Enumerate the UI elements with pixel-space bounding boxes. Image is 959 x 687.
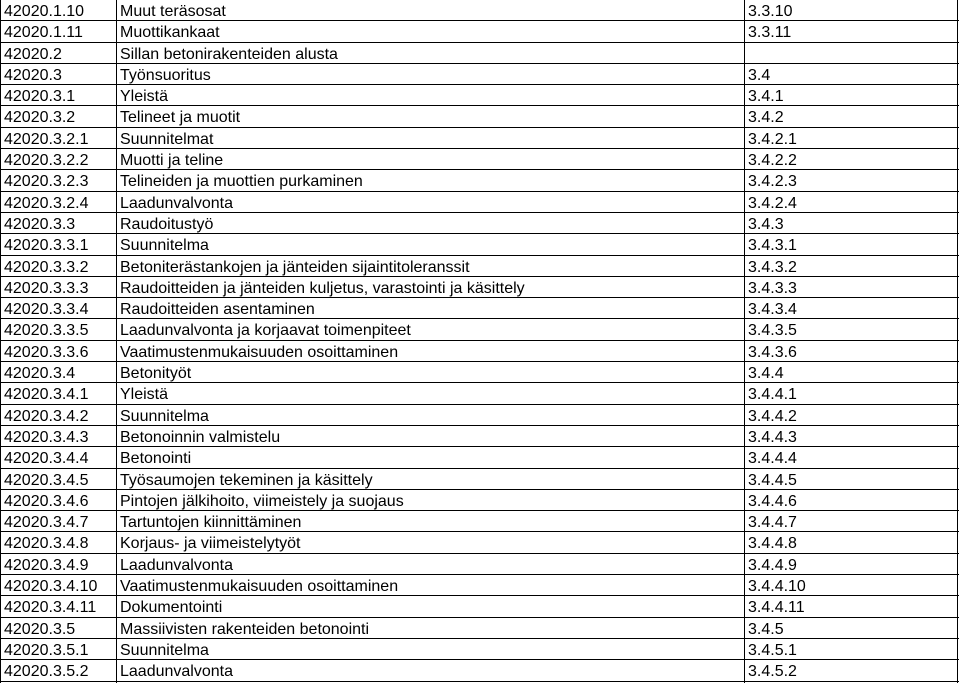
section-code: 42020.3.2 [4, 109, 76, 127]
section-reference: 3.4.4 [748, 365, 784, 383]
table-row [0, 0, 959, 21]
table-row [0, 639, 959, 660]
section-code: 42020.3.4.8 [4, 535, 89, 553]
section-title: Betonityöt [120, 365, 192, 383]
table-row [0, 554, 959, 575]
section-title: Betonoinnin valmistelu [120, 428, 281, 446]
section-code: 42020.3.3.2 [4, 258, 89, 276]
section-title: Yleistä [120, 88, 169, 106]
section-title: Laadunvalvonta [120, 556, 233, 574]
section-reference: 3.4.2.1 [748, 130, 797, 148]
section-reference: 3.4.2.4 [748, 194, 797, 212]
section-code: 42020.3.4.6 [4, 492, 89, 510]
section-title: Muotti ja teline [120, 152, 224, 170]
table-row [0, 469, 959, 490]
section-title: Raudoitteiden asentaminen [120, 301, 315, 319]
section-code: 42020.3.4.2 [4, 407, 89, 425]
section-code: 42020.3.4.4 [4, 450, 89, 468]
section-code: 42020.3.5 [4, 620, 76, 638]
table-row [0, 256, 959, 277]
section-reference: 3.4.4.6 [748, 492, 797, 510]
section-title: Suunnitelma [120, 641, 209, 659]
section-title: Pintojen jälkihoito, viimeistely ja suojaus [120, 492, 404, 510]
table-row [0, 43, 959, 64]
table-row [0, 596, 959, 617]
section-title: Betoniterästankojen ja jänteiden sijaintitoleranssit [120, 258, 470, 276]
section-code: 42020.3.3.1 [4, 237, 89, 255]
section-code: 42020.3.3.4 [4, 301, 89, 319]
table-row [0, 447, 959, 468]
table-row [0, 532, 959, 553]
section-reference: 3.4.4.8 [748, 535, 797, 553]
section-reference: 3.4.5.2 [748, 663, 797, 681]
table-row [0, 128, 959, 149]
section-reference: 3.4.3.6 [748, 343, 797, 361]
section-code: 42020.3 [4, 66, 62, 84]
section-code: 42020.3.4.3 [4, 428, 89, 446]
table-row [0, 192, 959, 213]
section-reference: 3.4.3 [748, 215, 784, 233]
section-title: Laadunvalvonta [120, 194, 233, 212]
section-title: Työsaumojen tekeminen ja käsittely [120, 471, 373, 489]
table-row [0, 362, 959, 383]
table-row [0, 511, 959, 532]
table-row [0, 319, 959, 340]
section-title: Sillan betonirakenteiden alusta [120, 45, 338, 63]
table-row [0, 277, 959, 298]
section-reference: 3.4.3.1 [748, 237, 797, 255]
section-title: Raudoitteiden ja jänteiden kuljetus, varastointi ja käsittely [120, 279, 525, 297]
table-row [0, 21, 959, 42]
table-row [0, 575, 959, 596]
section-reference: 3.4.4.2 [748, 407, 797, 425]
section-title: Suunnitelma [120, 237, 209, 255]
section-title: Laadunvalvonta [120, 663, 233, 681]
section-reference: 3.4.4.9 [748, 556, 797, 574]
table-row [0, 660, 959, 681]
section-reference: 3.4.2.2 [748, 152, 797, 170]
section-reference: 3.4.4.4 [748, 450, 797, 468]
section-code: 42020.3.1 [4, 88, 76, 106]
section-reference: 3.4 [748, 66, 771, 84]
table-row [0, 64, 959, 85]
section-title: Betonointi [120, 450, 192, 468]
table-row [0, 234, 959, 255]
section-title: Telineet ja muotit [120, 109, 241, 127]
table-row [0, 341, 959, 362]
section-reference: 3.4.5 [748, 620, 784, 638]
section-reference: 3.4.4.10 [748, 578, 806, 596]
table-row [0, 405, 959, 426]
section-code: 42020.3.4.9 [4, 556, 89, 574]
section-code: 42020.1.11 [4, 24, 83, 42]
section-code: 42020.3.2.3 [4, 173, 89, 191]
section-reference: 3.4.3.5 [748, 322, 797, 340]
section-code: 42020.3.3.3 [4, 279, 89, 297]
table-row [0, 490, 959, 511]
section-reference: 3.4.4.7 [748, 514, 797, 532]
section-code: 42020.1.10 [4, 3, 85, 20]
section-title: Suunnitelmat [120, 130, 214, 148]
table-row [0, 383, 959, 404]
section-code: 42020.3.4 [4, 365, 76, 383]
section-code: 42020.3.3.6 [4, 343, 89, 361]
section-reference: 3.4.4.11 [748, 599, 805, 617]
section-code: 42020.3.2.2 [4, 152, 89, 170]
section-title: Massiivisten rakenteiden betonointi [120, 620, 370, 638]
section-code: 42020.3.4.5 [4, 471, 89, 489]
table-row [0, 170, 959, 191]
table-row [0, 213, 959, 234]
section-title: Muut teräsosat [120, 3, 226, 20]
section-code: 42020.3.3.5 [4, 322, 89, 340]
table-row [0, 85, 959, 106]
section-code: 42020.3.5.2 [4, 663, 89, 681]
section-title: Dokumentointi [120, 599, 223, 617]
table-row [0, 426, 959, 447]
section-title: Suunnitelma [120, 407, 209, 425]
section-title: Vaatimustenmukaisuuden osoittaminen [120, 343, 399, 361]
section-title: Työnsuoritus [120, 66, 211, 84]
section-reference: 3.4.5.1 [748, 641, 797, 659]
section-code: 42020.2 [4, 45, 62, 63]
section-reference: 3.3.11 [748, 24, 792, 42]
table-row [0, 106, 959, 127]
section-title: Telineiden ja muottien purkaminen [120, 173, 363, 191]
section-title: Laadunvalvonta ja korjaavat toimenpiteet [120, 322, 411, 340]
section-reference: 3.4.2 [748, 109, 784, 127]
section-title: Muottikankaat [120, 24, 220, 42]
table-row [0, 298, 959, 319]
section-code: 42020.3.2.1 [4, 130, 89, 148]
section-reference: 3.4.3.4 [748, 301, 797, 319]
section-reference: 3.4.4.3 [748, 428, 797, 446]
section-reference: 3.4.4.5 [748, 471, 797, 489]
section-code: 42020.3.4.1 [4, 386, 89, 404]
section-code: 42020.3.5.1 [4, 641, 89, 659]
table-row [0, 149, 959, 170]
section-title: Tartuntojen kiinnittäminen [120, 514, 302, 532]
section-code: 42020.3.4.11 [4, 599, 97, 617]
section-reference: 3.4.3.3 [748, 279, 797, 297]
section-reference: 3.4.3.2 [748, 258, 797, 276]
section-title: Vaatimustenmukaisuuden osoittaminen [120, 578, 399, 596]
section-title: Korjaus- ja viimeistelytyöt [120, 535, 301, 553]
section-code: 42020.3.2.4 [4, 194, 89, 212]
section-reference: 3.4.1 [748, 88, 784, 106]
section-code: 42020.3.4.10 [4, 578, 98, 596]
section-title: Raudoitustyö [120, 215, 214, 233]
section-reference: 3.4.4.1 [748, 386, 797, 404]
section-code: 42020.3.4.7 [4, 514, 89, 532]
section-reference: 3.4.2.3 [748, 173, 797, 191]
section-title: Yleistä [120, 386, 169, 404]
table-row [0, 618, 959, 639]
section-code: 42020.3.3 [4, 215, 76, 233]
section-reference: 3.3.10 [748, 3, 793, 20]
